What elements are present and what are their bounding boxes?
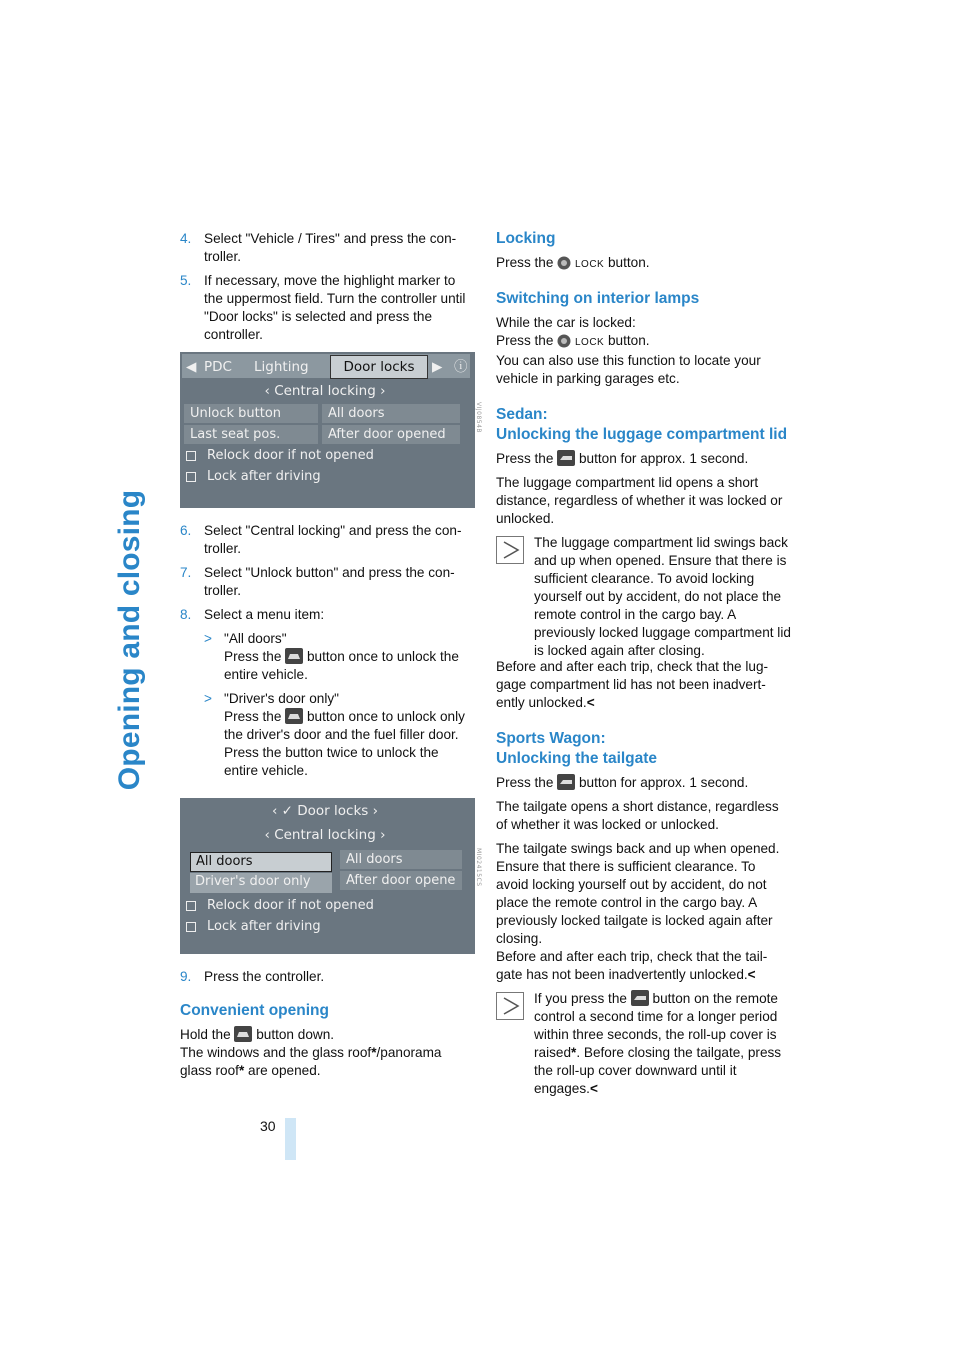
option-relock-door: Relock door if not opened: [207, 448, 374, 463]
cell-all-doors: All doors: [340, 850, 462, 869]
cell-after-door-opened: After door opened: [322, 425, 460, 444]
step-6: 6. Select "Central locking" and press the con- troller.: [180, 523, 462, 556]
checkbox-icon: [186, 451, 196, 461]
para-sedan-check: Before and after each trip, check that the lug- gage compartment lid has not been inadvert- ently unlocked.<: [496, 659, 769, 710]
tab-bar: [182, 354, 470, 378]
checkbox-icon: [186, 472, 196, 482]
option-drivers-door-only: Driver's door only: [190, 873, 332, 893]
trunk-button-icon: [557, 774, 575, 790]
heading-sports-wagon: Sports Wagon:: [496, 730, 606, 747]
bullet-drivers-door: > "Driver's door only" Press the button once to unlock only the driver's door and the fuel filler door. Press the button twice to unlock the entire vehicle.: [204, 691, 465, 778]
step-5: 5. If necessary, move the highlight marker to the uppermost field. Turn the controller until "Door locks" is selected and press the controller.: [180, 273, 466, 342]
bullet-all-doors: > "All doors" Press the button once to unlock the entire vehicle.: [204, 631, 459, 682]
step-9: 9. Press the controller.: [180, 969, 325, 984]
caution-triangle-icon: [496, 992, 524, 1020]
caution-triangle-icon: [496, 536, 524, 564]
tab-lighting: Lighting: [254, 359, 309, 375]
cell-all-doors: All doors: [322, 404, 460, 423]
tab-pdc: PDC: [204, 359, 232, 375]
step-8: 8. Select a menu item:: [180, 607, 325, 622]
checkbox-icon: [186, 922, 196, 932]
checkbox-icon: [186, 901, 196, 911]
idrive-screen-central-locking: [180, 798, 482, 954]
heading-convenient-opening: Convenient opening: [180, 1002, 329, 1019]
option-lock-after-driving: Lock after driving: [207, 919, 321, 934]
heading-unlock-luggage: Unlocking the luggage compartment lid: [496, 426, 788, 443]
lock-button-icon: [557, 256, 571, 270]
trunk-button-icon: [557, 450, 575, 466]
heading-interior-lamps: Switching on interior lamps: [496, 290, 700, 307]
trunk-button-icon: [631, 990, 649, 1006]
note-wagon: If you press the button on the remote control a second time for a longer period within three seconds, the roll-up cover is raised*. Before closing the tailgate, press the roll-up cover downward until it engages.<: [496, 990, 791, 1098]
unlock-car-icon: [285, 708, 303, 724]
para-sedan-press: Press the button for approx. 1 second.: [496, 451, 749, 466]
page-number: 30: [260, 1118, 276, 1134]
step-7: 7. Select "Unlock button" and press the con- troller.: [180, 565, 455, 598]
para-wagon-opens: The tailgate opens a short distance, regardless of whether it was locked or unlocked.: [496, 799, 779, 832]
para-locking: Press the LOCK button.: [496, 255, 650, 270]
para-sedan-opens: The luggage compartment lid opens a short distance, regardless of whether it was locked or unlocked.: [496, 475, 783, 526]
cell-last-seat-pos: Last seat pos.: [184, 425, 318, 444]
submenu-central-locking: ‹ Central locking ›: [264, 827, 386, 843]
heading-unlock-tailgate: Unlocking the tailgate: [496, 750, 658, 767]
cell-after-door-opened: After door opene: [340, 871, 462, 890]
para-wagon-swings: The tailgate swings back and up when opened. Ensure that there is sufficient clearance. To avoid locking yourself out by accident, do not place the remote control in the cargo bay. A previously locked tailgate is locked again after closing. Before and after each trip, check that the tail- gate has not been inadvertently unlocked.<: [496, 841, 780, 982]
step-4: 4. Select "Vehicle / Tires" and press the con- troller.: [180, 231, 457, 264]
idrive-screen-door-locks: [180, 352, 482, 508]
note-sedan: The luggage compartment lid swings back and up when opened. Ensure that there is sufficient clearance. To avoid locking yourself out by accident, do not place the remote control in the cargo bay. A previously locked luggage compartment lid is locked again after closing.: [496, 534, 791, 660]
right-column: [496, 230, 791, 1098]
tab-door-locks: Door locks: [330, 355, 428, 379]
left-column: [180, 230, 482, 1086]
option-relock-door: Relock door if not opened: [207, 898, 374, 913]
heading-sedan: Sedan:: [496, 406, 548, 423]
chevron-right-icon: ▶: [432, 359, 443, 375]
para-convenient-opening: Hold the button down. The windows and the glass roof*/panorama glass roof* are opened.: [180, 1027, 442, 1078]
page-bar: [285, 1118, 296, 1160]
option-lock-after-driving: Lock after driving: [207, 469, 321, 484]
section-title: Opening and closing: [113, 489, 146, 791]
info-icon: ⓘ: [454, 359, 468, 375]
chevron-left-icon: ◀: [186, 359, 197, 375]
cell-unlock-button: Unlock button: [184, 404, 318, 423]
para-interior-lamps: While the car is locked: Press the LOCK button. You can also use this function to locate your vehicle in parking garages etc.: [496, 315, 761, 386]
screen-title-door-locks: ‹ ✓ Door locks ›: [271, 803, 379, 819]
heading-locking: Locking: [496, 230, 556, 247]
para-wagon-press: Press the button for approx. 1 second.: [496, 775, 749, 790]
option-all-doors-highlighted: All doors: [190, 852, 332, 872]
image-code: MI02415CS: [475, 848, 482, 887]
unlock-car-icon: [234, 1026, 252, 1042]
lock-button-icon: [557, 334, 571, 348]
image-code: VIJ0854B: [475, 402, 482, 434]
unlock-car-icon: [285, 648, 303, 664]
submenu-central-locking: ‹ Central locking ›: [264, 383, 386, 399]
